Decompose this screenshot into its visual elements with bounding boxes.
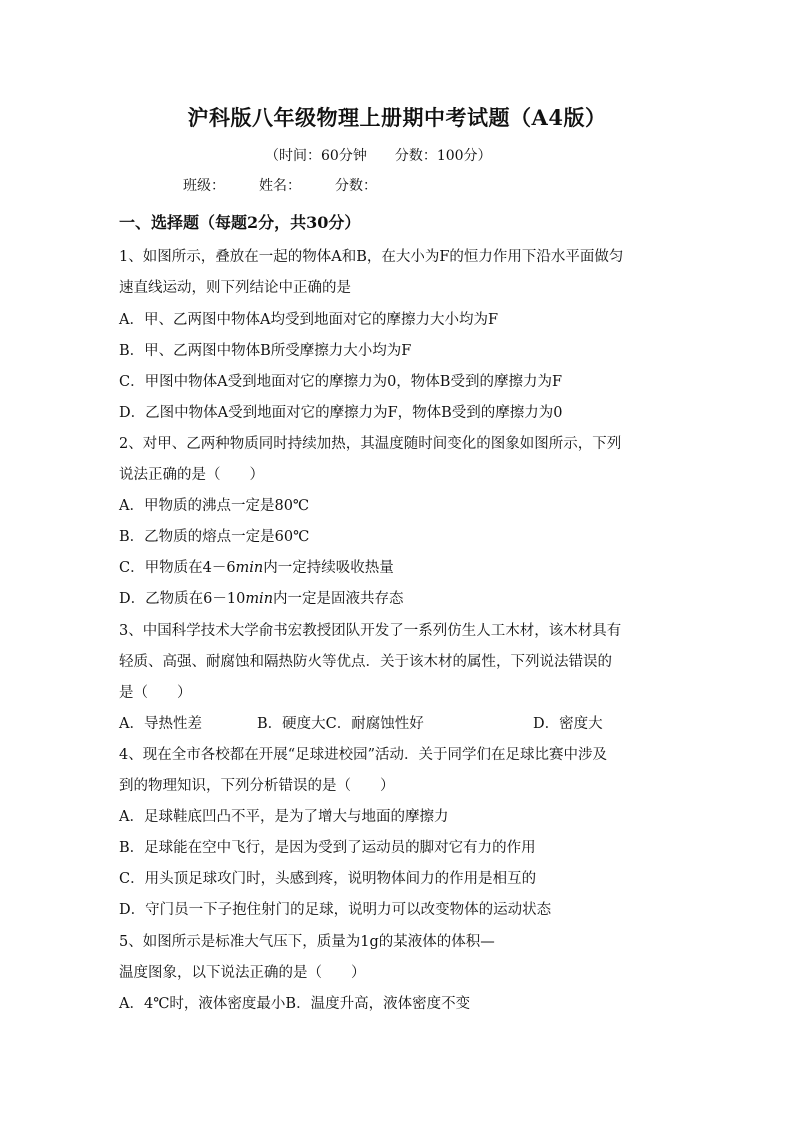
score-label: 分数： bbox=[335, 178, 377, 194]
exam-total-score: 分数：100分） bbox=[394, 148, 492, 164]
q2-option-c-unit: min bbox=[235, 560, 264, 576]
q1-stem-line2: 速直线运动，则下列结论中正确的是 bbox=[119, 280, 351, 296]
q2-option-c-post: 内一定持续吸收热量 bbox=[263, 560, 394, 576]
q4-stem-line1: 4、现在全市各校都在开展“足球进校园”活动．关于同学们在足球比赛中涉及 bbox=[119, 747, 608, 763]
q5-stem-line2: 温度图象，以下说法正确的是（ ） bbox=[119, 965, 366, 981]
q3-stem-line2: 轻质、高强、耐腐蚀和隔热防火等优点．关于该木材的属性，下列说法错误的 bbox=[119, 654, 612, 670]
q5-stem-line1: 5、如图所示是标准大气压下，质量为1g的某液体的体积— bbox=[119, 934, 495, 950]
q1-option-d: D．乙图中物体A受到地面对它的摩擦力为F，物体B受到的摩擦力为0 bbox=[119, 405, 563, 421]
q1-option-a: A．甲、乙两图中物体A均受到地面对它的摩擦力大小均为F bbox=[119, 312, 499, 328]
name-label: 姓名： bbox=[259, 178, 301, 194]
q5-option-ab: A．4℃时，液体密度最小B．温度升高，液体密度不变 bbox=[119, 996, 471, 1012]
exam-time: （时间：60分钟 bbox=[265, 148, 367, 164]
q2-option-c-pre: C．甲物质在4－6 bbox=[119, 560, 236, 576]
q4-option-a: A．足球鞋底凹凸不平，是为了增大与地面的摩擦力 bbox=[119, 809, 449, 825]
q3-stem-line3: 是（ ） bbox=[119, 685, 192, 701]
q1-option-c: C．甲图中物体A受到地面对它的摩擦力为0，物体B受到的摩擦力为F bbox=[119, 374, 563, 390]
q2-option-d bbox=[119, 589, 404, 609]
class-label: 班级： bbox=[183, 178, 225, 194]
q3-option-d: D．密度大 bbox=[533, 716, 603, 732]
section-heading-choice: 一、选择题（每题2分，共30分） bbox=[119, 213, 361, 232]
q2-option-b: B．乙物质的熔点一定是60℃ bbox=[119, 529, 310, 545]
q3-option-a: A．导热性差 bbox=[119, 716, 202, 732]
q2-stem-line2: 说法正确的是（ ） bbox=[119, 467, 264, 483]
q2-option-a: A．甲物质的沸点一定是80℃ bbox=[119, 498, 310, 514]
q1-stem-line1: 1、如图所示，叠放在一起的物体A和B，在大小为F的恒力作用下沿水平面做匀 bbox=[119, 249, 624, 265]
student-info-line bbox=[183, 175, 377, 195]
q2-option-c bbox=[119, 558, 394, 578]
q3-options bbox=[119, 714, 603, 734]
q2-option-d-unit: min bbox=[245, 591, 274, 607]
q4-option-b: B．足球能在空中飞行，是因为受到了运动员的脚对它有力的作用 bbox=[119, 840, 536, 856]
q4-option-d: D．守门员一下子抱住射门的足球，说明力可以改变物体的运动状态 bbox=[119, 902, 552, 918]
q1-option-b: B．甲、乙两图中物体B所受摩擦力大小均为F bbox=[119, 343, 412, 359]
q2-stem-line1: 2、对甲、乙两种物质同时持续加热，其温度随时间变化的图象如图所示，下列 bbox=[119, 436, 622, 452]
q3-stem-line1: 3、中国科学技术大学俞书宏教授团队开发了一系列仿生人工木材，该木材具有 bbox=[119, 623, 622, 639]
exam-time-score bbox=[265, 145, 492, 165]
q2-option-d-pre: D．乙物质在6－10 bbox=[119, 591, 246, 607]
q4-stem-line2: 到的物理知识，下列分析错误的是（ ） bbox=[119, 778, 395, 794]
exam-title: 沪科版八年级物理上册期中考试题（A4版） bbox=[187, 105, 607, 130]
q3-option-bc: B．硬度大C．耐腐蚀性好 bbox=[257, 716, 424, 732]
q2-option-d-post: 内一定是固液共存态 bbox=[273, 591, 404, 607]
q4-option-c: C．用头顶足球攻门时，头感到疼，说明物体间力的作用是相互的 bbox=[119, 871, 537, 887]
